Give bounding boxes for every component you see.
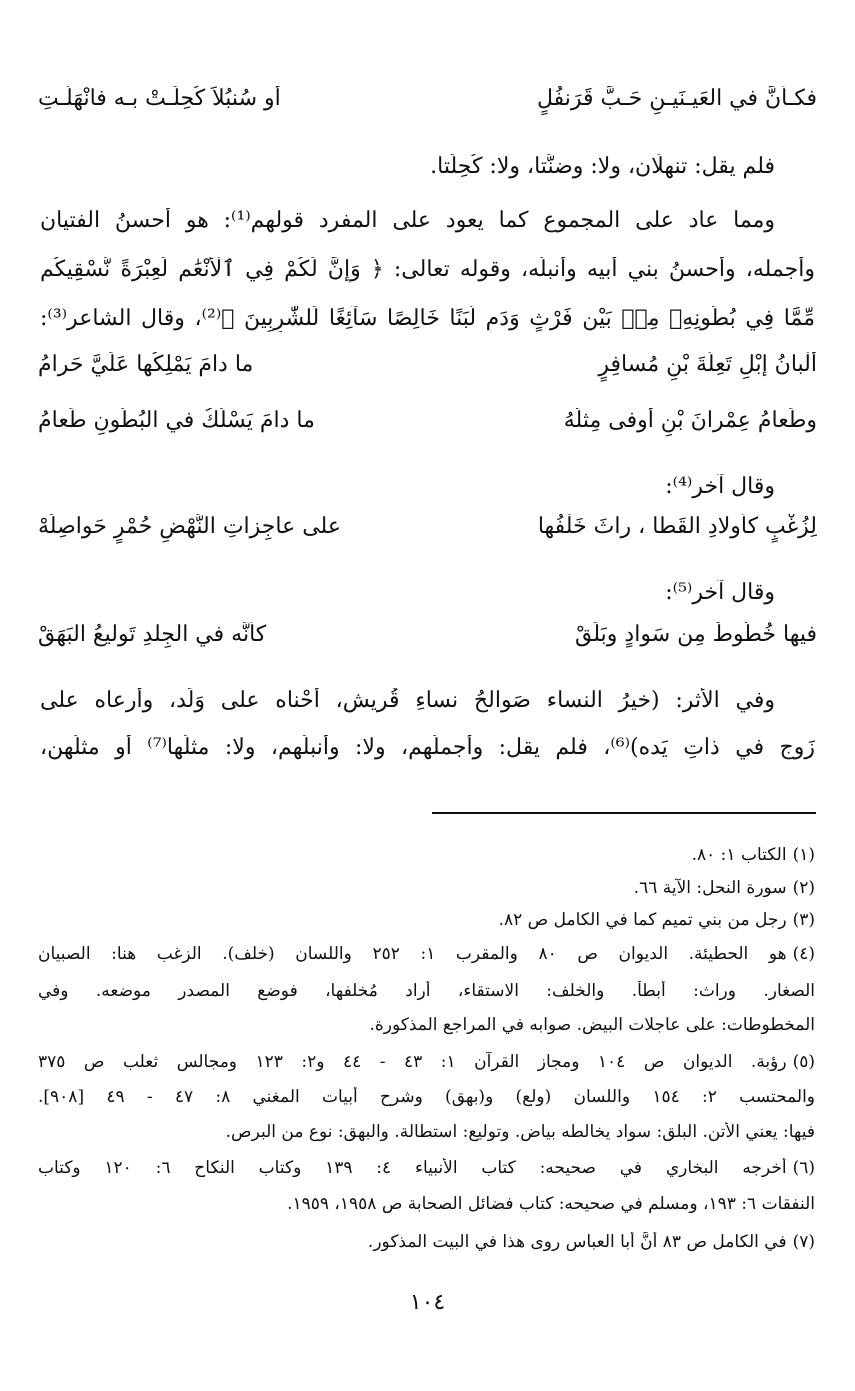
another-poet-label-2: وقال آخر⁽⁵⁾:: [665, 580, 775, 605]
page-number: ١٠٤: [409, 1290, 446, 1315]
footnote-5-line-3: فيها: يعني الأتن. البلق: سواد يخالطه بياض. وتوليع: استطالة. والبهق: نوع من البرص.: [225, 1122, 815, 1142]
another-poet-label-1: وقال آخر⁽⁴⁾:: [665, 474, 775, 499]
para2-line-1: وفي الأثر: (خيرُ النساء صَوالحُ نساءِ قُريش، أَحْناه على وَلَد، وأرعاه على: [40, 688, 775, 713]
verse-4: [38, 514, 817, 548]
verse-2: [38, 352, 817, 386]
footnote-text: في الكامل ص ٨٣ أنَّ أبا العباس روى هذا في البيت المذكور.: [367, 1232, 787, 1252]
footnote-separator: [432, 812, 816, 814]
footnote-text: رجل من بني تميم كما في الكامل ص ٨٢.: [498, 910, 787, 930]
footnote-7: [38, 1232, 815, 1252]
footnote-5-line-1: [38, 1052, 815, 1072]
para1-line-1: ومما عاد على المجموع كما يعود على المفرد قولهم⁽¹⁾: هو أحسنُ الفتيان: [40, 208, 775, 233]
footnote-number: (٦): [792, 1158, 815, 1178]
verse-2-first-hemistich: ألْبانُ إبْلِ تَعِلَّةَ بْنِ مُسافِرٍ: [598, 352, 817, 377]
footnote-text: سورة النحل: الآية ٦٦.: [633, 878, 787, 898]
verse-1: [38, 86, 817, 120]
verse-2-second-hemistich: ما دامَ يَمْلِكُها عَلَيَّ حَرامُ: [38, 352, 254, 377]
verse-1-first-hemistich: فكـأنَّ في العَيـنَيـنِ حَـبَّ قَرَنفُلٍ: [537, 86, 817, 111]
footnote-6-line-2: النفقات ٦: ١٩٣، ومسلم في صحيحه: كتاب فضائل الصحابة ص ١٩٥٨، ١٩٥٩.: [287, 1194, 815, 1214]
verse-4-second-hemistich: على عاجِزاتِ النَّهْضِ حُمْرٍ حَواصِلُهْ: [38, 514, 341, 539]
footnote-number: (١): [792, 845, 815, 865]
verse-5-first-hemistich: فيها خُطُوطٌ مِن سَوادٍ وبَلَقْ: [575, 622, 817, 647]
verse-3-second-hemistich: ما دامَ يَسْلُكُ في البُطُونِ طَعامُ: [38, 408, 315, 433]
footnote-number: (٣): [792, 910, 815, 930]
footnote-3: [38, 910, 815, 930]
footnote-4-line-2: الصغار. وراث: أبطأ. والخلف: الاستقاء، أراد مُخلفها، فوضع المصدر موضعه. وفي: [38, 981, 815, 1001]
verse-5: [38, 622, 817, 656]
footnote-text: الكتاب ١: ٨٠.: [691, 845, 787, 865]
footnote-6-line-1: [38, 1158, 815, 1178]
verse-1-second-hemistich: أو سُنبُلاً كُحِلَـتْ بـه فانْهَلَّـتِ: [38, 86, 281, 111]
verse-3-first-hemistich: وطَعامُ عِمْرانَ بْنِ أوفى مِثلُهُ: [563, 408, 817, 433]
para1-line-2: وأجمله، وأحسنُ بني أبيه وأنبلُه، وقوله تعالى: ﴿ وَإِنَّ لَكُمْ فِي ٱلْأَنْعَٰمِ لَعِبْرَةً نُّسْقِيكُم: [40, 257, 815, 282]
footnote-5-line-2: والمحتسب ٢: ١٥٤ واللسان (ولع) و(بهق) وشرح أبيات المغني ٨: ٤٧ - ٤٩ [٩٠٨].: [38, 1087, 815, 1107]
footnote-2: [38, 878, 815, 898]
footnote-1: [38, 845, 815, 865]
footnote-number: (٧): [792, 1232, 815, 1252]
footnote-number: (٥): [792, 1052, 815, 1072]
verse-3: [38, 408, 817, 442]
footnote-4-line-1: [38, 944, 815, 964]
footnote-text: هو الحطيئة. الديوان ص ٨٠ والمقرب ١: ٢٥٢ واللسان (خلف). الزغب هنا: الصبيان: [38, 944, 787, 964]
footnote-4-line-3: المخطوطات: على عاجلات البيض. صوابه في المراجع المذكورة.: [369, 1015, 815, 1035]
para2-line-2: زَوجٍ في ذاتِ يَده)⁽⁶⁾، فلم يقل: وأجملُهم، ولا: وأنبلُهم، ولا: مثلُها⁽⁷⁾ أو مثلُهن،: [40, 735, 815, 760]
para1-line-3: مِّمَّا فِي بُطُونِهِۦ مِنۢ بَيْنِ فَرْثٍ وَدَمٍ لَّبَنًا خَالِصًا سَآئِغًا لِّلشَّٰرِبِينَ ﴾⁽²⁾، وقال الشاعر⁽³⁾:: [40, 306, 815, 331]
footnote-number: (٤): [792, 944, 815, 964]
verse-5-second-hemistich: كأنَّه في الجِلدِ تَوليعُ البَهَقْ: [38, 622, 267, 647]
footnote-text: أخرجه البخاري في صحيحه: كتاب الأنبياء ٤: ١٣٩ وكتاب النكاح ٦: ١٢٠ وكتاب: [38, 1158, 787, 1178]
body-line-1: فلم يقل: تنهلّان، ولا: وضنَّتا، ولا: كُحِلَتا.: [430, 154, 775, 179]
footnote-number: (٢): [792, 878, 815, 898]
footnote-text: رؤبة. الديوان ص ١٠٤ ومجاز القرآن ١: ٤٣ - ٤٤ و٢: ١٢٣ ومجالس ثعلب ص ٣٧٥: [38, 1052, 787, 1072]
verse-4-first-hemistich: لِزُغْبٍ كأولادِ القَطا ، راثَ خَلْفُها: [537, 514, 817, 539]
